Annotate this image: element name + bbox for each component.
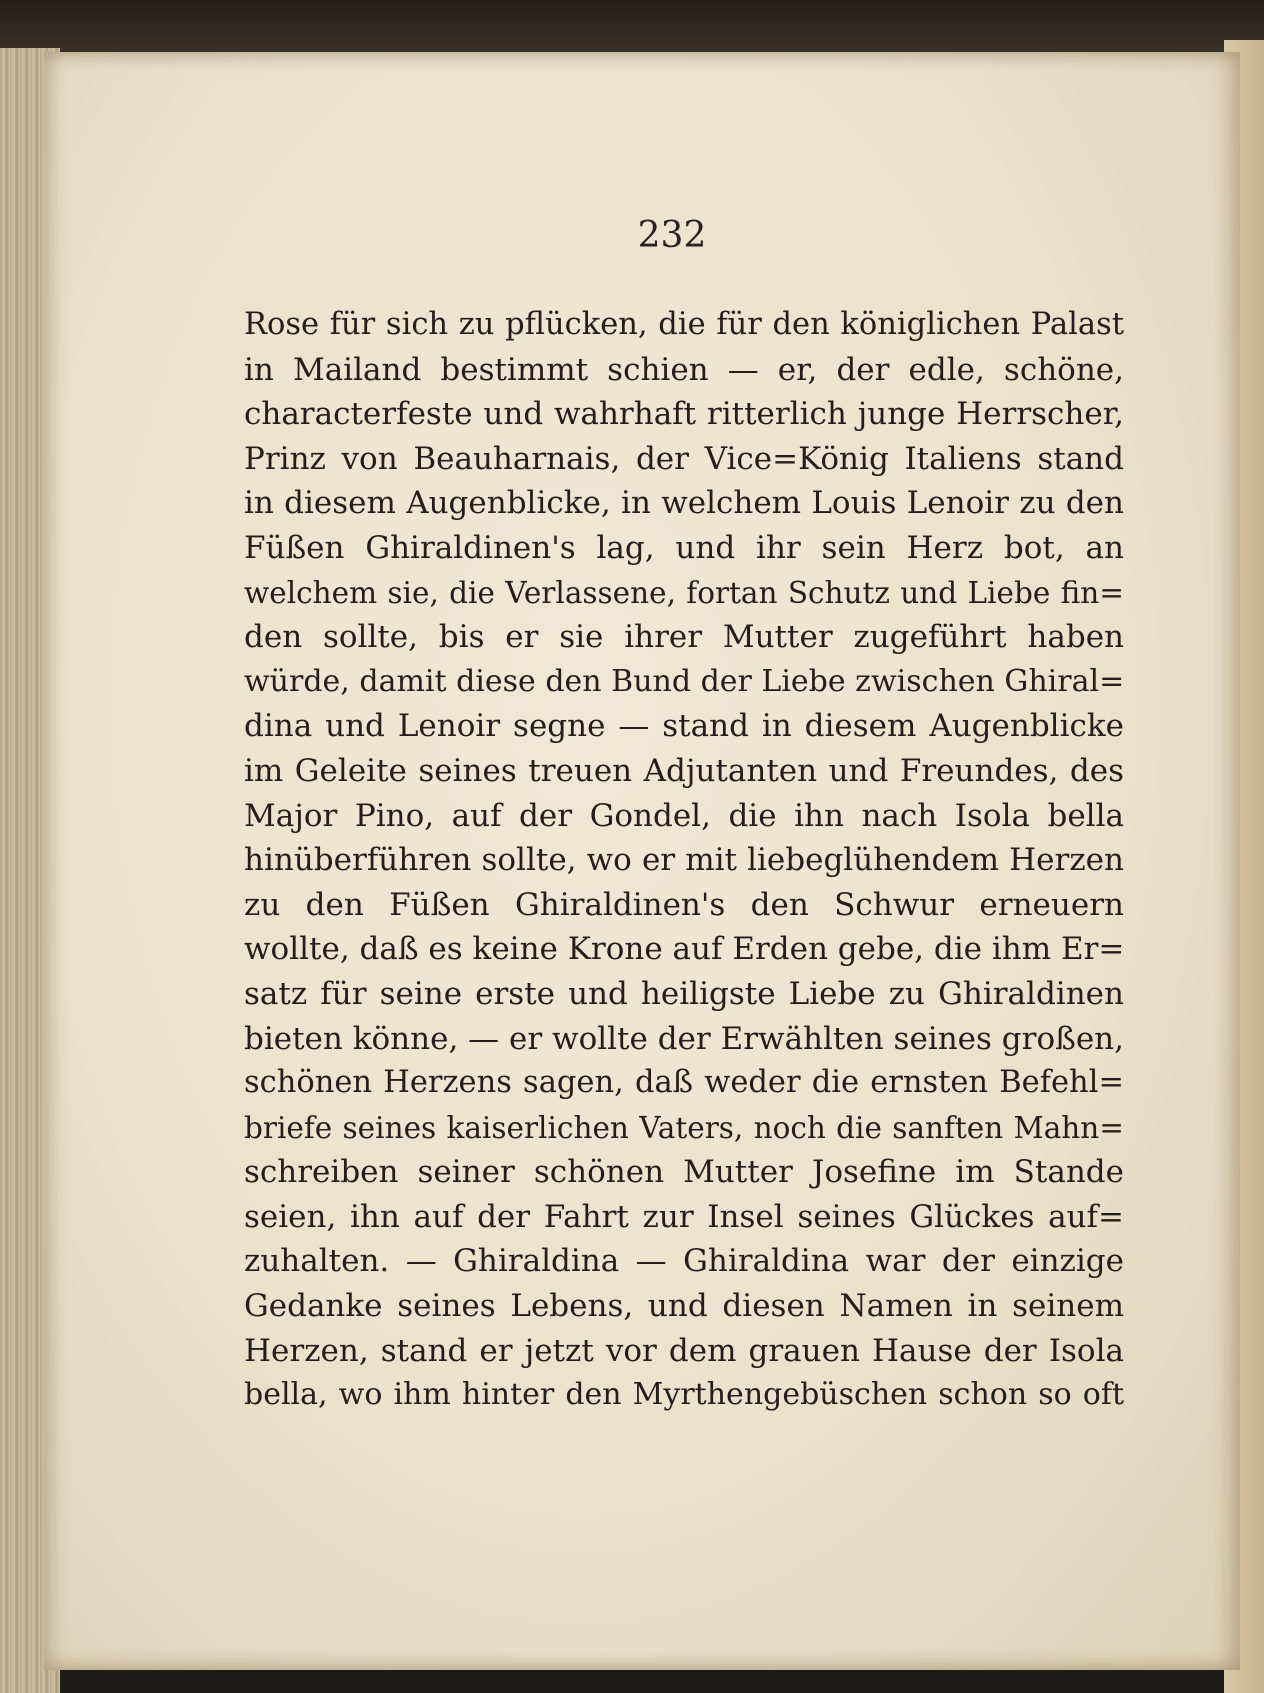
text-line: im Geleite seines treuen Adjutanten und Freundes, des [244, 752, 1124, 789]
text-line: Rose für sich zu pflücken, die für den königlichen Palast [244, 307, 1124, 342]
text-line: wollte, daß es keine Krone auf Erden gebe, die ihm Er= [244, 931, 1125, 968]
text-line: welchem sie, die Verlassene, fortan Schutz und Liebe fin= [244, 575, 1124, 610]
page-number: 232 [637, 215, 707, 256]
text-line: in Mailand bestimmt schien — er, der edle, schöne, [244, 351, 1124, 388]
text-line: Gedanke seines Lebens, und diesen Namen in seinem [244, 1288, 1124, 1325]
book-cover-edge [0, 0, 1264, 60]
text-line: Prinz von Beauharnais, der Vice=König Italiens stand [244, 440, 1124, 477]
text-line: bella, wo ihm hinter den Myrthengebüschen schon so oft [244, 1377, 1124, 1413]
text-line: hinüberführen sollte, wo er mit liebeglühendem Herzen [244, 842, 1124, 879]
text-line: den sollte, bis er sie ihrer Mutter zugeführt haben [244, 619, 1124, 656]
text-line: dina und Lenoir segne — stand in diesem Augenblicke [244, 708, 1124, 745]
text-line: characterfeste und wahrhaft ritterlich junge Herrscher, [244, 396, 1124, 433]
text-line: zu den Füßen Ghiraldinen's den Schwur erneuern [244, 886, 1124, 923]
text-line: briefe seines kaiserlichen Vaters, noch die sanften Mahn= [244, 1110, 1124, 1145]
text-line: Füßen Ghiraldinen's lag, und ihr sein Herz bot, an [244, 529, 1124, 566]
text-line: in diesem Augenblicke, in welchem Louis Lenoir zu den [244, 485, 1124, 522]
text-line: Herzen, stand er jetzt vor dem grauen Hause der Isola [244, 1332, 1124, 1369]
text-line: schreiben seiner schönen Mutter Josefine im Stande [244, 1154, 1124, 1191]
text-line: würde, damit diese den Bund der Liebe zwischen Ghiral= [244, 663, 1125, 699]
text-line: bieten könne, — er wollte der Erwählten seines großen, [244, 1020, 1124, 1057]
text-line: zuhalten. — Ghiraldina — Ghiraldina war der einzige [244, 1243, 1124, 1280]
page-body-text [244, 303, 1124, 1418]
text-line: Major Pino, auf der Gondel, die ihn nach Isola bella [244, 797, 1124, 834]
text-line: schönen Herzens sagen, daß weder die ernsten Befehl= [244, 1065, 1124, 1101]
text-line: seien, ihn auf der Fahrt zur Insel seines Glückes auf= [244, 1198, 1124, 1235]
text-line: satz für seine erste und heiligste Liebe zu Ghiraldinen [244, 975, 1124, 1012]
